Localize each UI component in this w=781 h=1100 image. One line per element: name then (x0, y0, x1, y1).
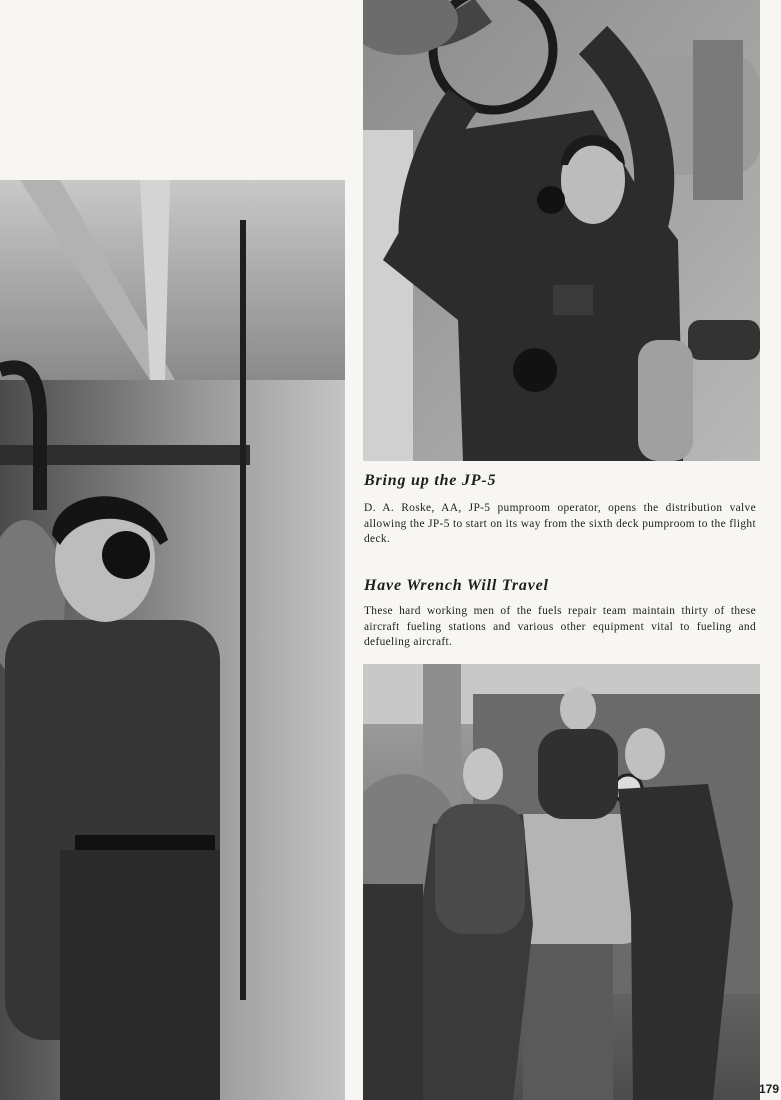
photo-fuels-repair-team (363, 664, 760, 1100)
caption-title-jp5: Bring up the JP-5 (364, 472, 497, 489)
caption-body-jp5: D. A. Roske, AA, JP-5 pumproom operator, opens the distribution valve allowing the JP-5 to start on its way from the sixth deck pumproom to the flight deck. (364, 502, 756, 545)
photo-sailor-headphones (0, 180, 345, 1100)
caption-body-wrench: These hard working men of the fuels repair team maintain thirty of these aircraft fueling stations and various other equipment vital to fueling and defueling aircraft. (364, 605, 756, 648)
page-number: 179 (758, 1082, 779, 1096)
caption-title-wrench: Have Wrench Will Travel (364, 577, 549, 594)
photo-valve-operator (363, 0, 760, 461)
